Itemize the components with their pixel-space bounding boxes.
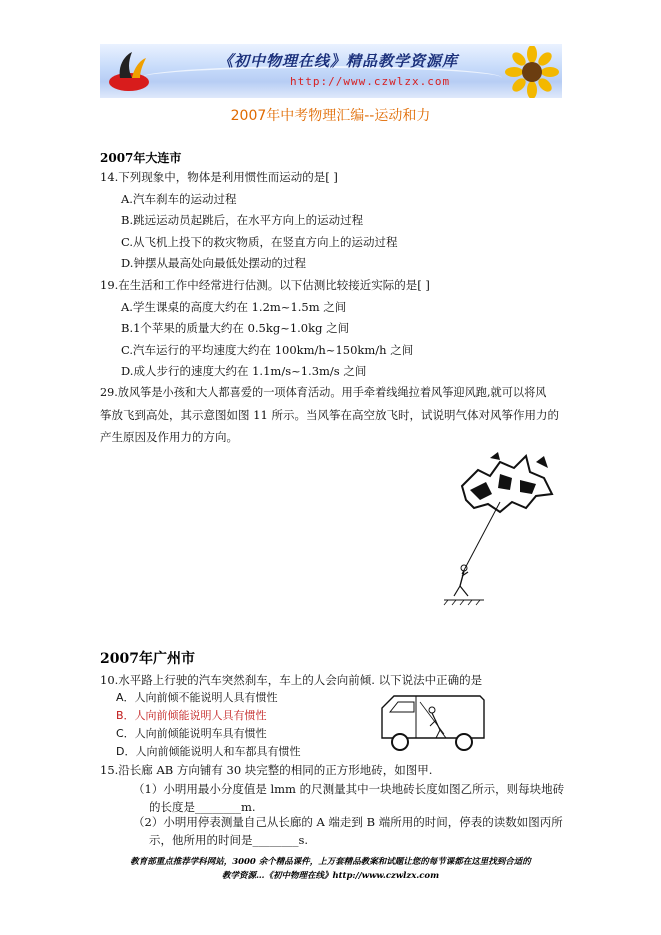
question-10: 10.水平路上行驶的汽车突然刹车，车上的人会向前倾. 以下说法中正确的是 xyxy=(100,673,483,687)
question-29-line2: 筝放飞到高处，其示意图如图 11 所示。当风筝在高空放飞时，试说明气体对风筝作用力的 xyxy=(100,408,559,422)
q14-option-c: C.从飞机上投下的救灾物质，在竖直方向上的运动过程 xyxy=(121,235,398,249)
header-banner xyxy=(100,44,562,98)
q14-option-b: B.跳远运动员起跳后，在水平方向上的运动过程 xyxy=(121,213,364,227)
q10-option-a: A．人向前倾不能说明人具有惯性 xyxy=(116,691,278,704)
section-heading-guangzhou: 2007年广州市 xyxy=(100,651,195,667)
document-title: 2007年中考物理汇编--运动和力 xyxy=(230,108,431,124)
question-15: 15.沿长廊 AB 方向铺有 30 块完整的相同的正方形地砖，如图甲. xyxy=(100,763,433,777)
q15-part2-line1: （2）小明用停表测量自己从长廊的 A 端走到 B 端所用的时间，停表的读数如图丙所 xyxy=(133,815,563,829)
q10-option-c: C．人向前倾能说明车具有惯性 xyxy=(116,727,267,740)
kite-figure xyxy=(440,450,560,610)
section-heading-dalian: 2007年大连市 xyxy=(100,151,182,165)
footer-line1: 教育部重点推荐学科网站，3000 余个精品课件，上万套精品教案和试题让您的每节课都在这里找到合适的 xyxy=(130,857,531,867)
banner-title: 《初中物理在线》精品教学资源库 xyxy=(218,52,459,70)
question-29-line3: 产生原因及作用力的方向。 xyxy=(100,430,238,444)
site-logo-icon xyxy=(106,48,152,94)
question-14: 14.下列现象中，物体是利用惯性而运动的是[ ] xyxy=(100,170,338,184)
q10-option-b: B．人向前倾能说明人具有惯性 xyxy=(116,709,267,722)
banner-url: http://www.czwlzx.com xyxy=(290,75,451,88)
q15-part1-line2: 的长度是________m. xyxy=(149,800,256,814)
question-19: 19.在生活和工作中经常进行估测。以下估测比较接近实际的是[ ] xyxy=(100,278,430,292)
q19-option-b: B.1个苹果的质量大约在 0.5kg~1.0kg 之间 xyxy=(121,321,350,335)
q10-option-d: D．人向前倾能说明人和车都具有惯性 xyxy=(116,745,301,758)
footer-line2: 教学资源…《初中物理在线》http://www.czwlzx.com xyxy=(221,871,440,881)
q15-part1-line1: （1）小明用最小分度值是 lmm 的尺测量其中一块地砖长度如图乙所示，则每块地砖 xyxy=(133,782,565,796)
car-figure xyxy=(380,690,490,752)
question-29-line1: 29.放风筝是小孩和大人都喜爱的一项体育活动。用手牵着线绳拉着风筝迎风跑,就可以将风 xyxy=(100,386,547,399)
sunflower-icon xyxy=(504,46,560,98)
q14-option-d: D.钟摆从最高处向最低处摆动的过程 xyxy=(121,256,306,270)
q19-option-c: C.汽车运行的平均速度大约在 100km/h~150km/h 之间 xyxy=(121,343,414,357)
q19-option-d: D.成人步行的速度大约在 1.1m/s~1.3m/s 之间 xyxy=(121,364,367,378)
q19-option-a: A.学生课桌的高度大约在 1.2m~1.5m 之间 xyxy=(121,300,347,314)
q15-part2-line2: 示，他所用的时间是________s. xyxy=(149,833,309,847)
q14-option-a: A.汽车刹车的运动过程 xyxy=(121,192,237,206)
